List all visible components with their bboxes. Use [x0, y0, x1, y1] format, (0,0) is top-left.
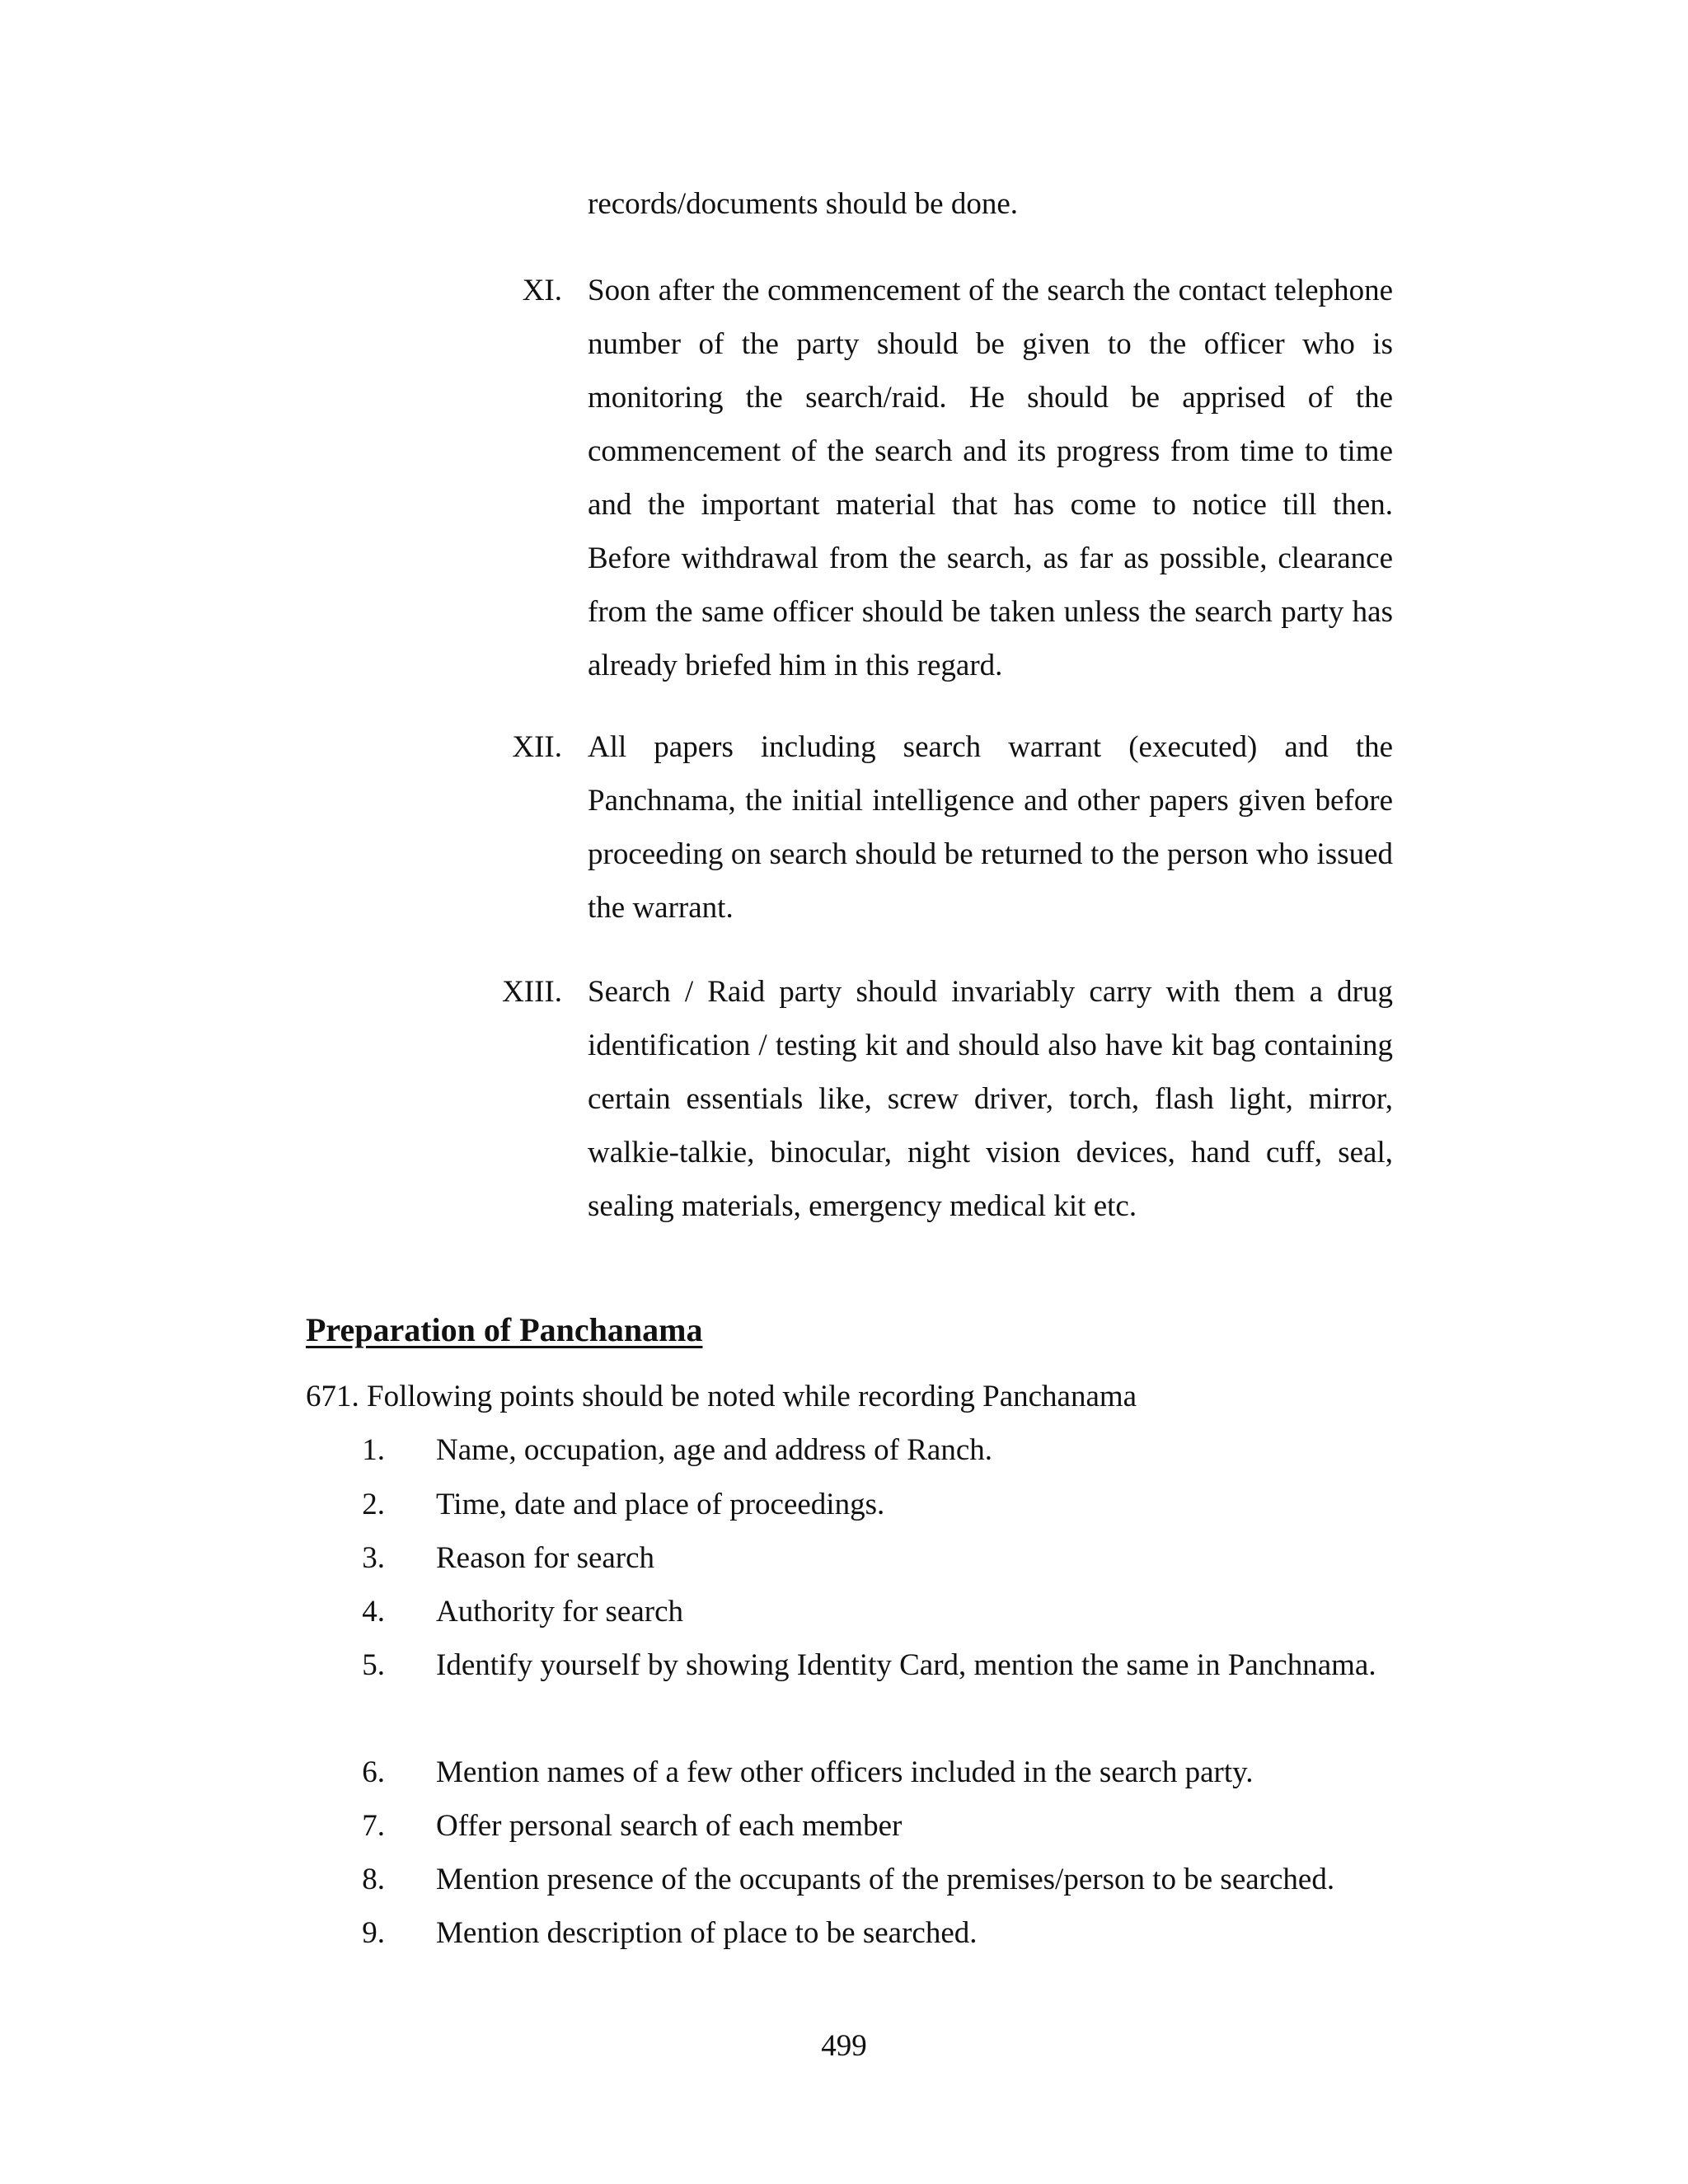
- section-intro: 671. Following points should be noted while recording Panchanama: [306, 1380, 1137, 1413]
- roman-item-text: Soon after the commencement of the search the contact telephone number of the party should be given to the officer who is monitoring the search/raid. He should be apprised of the commencement of the search and its progress from time to time and the important material that has come to notice till then. Before withdrawal from the search, as far as possible, clearance from the same officer should be taken unless the search party has already briefed him in this regard.: [588, 274, 1393, 682]
- list-text: Mention presence of the occupants of the premises/person to be searched.: [436, 1863, 1335, 1896]
- list-text: Authority for search: [436, 1595, 684, 1629]
- list-number: 9.: [362, 1916, 385, 1950]
- roman-item-text: Search / Raid party should invariably carry with them a drug identification / testing kit and should also have kit bag containing certain essentials like, screw driver, torch, flash light, mirror, walkie-talkie, binocular, night vision devices, hand cuff, seal, sealing materials, emergency medical kit etc.: [588, 975, 1393, 1223]
- list-text: Identify yourself by showing Identity Card, mention the same in Panchnama.: [436, 1648, 1376, 1682]
- list-text: Name, occupation, age and address of Ranch.: [436, 1433, 992, 1467]
- roman-numeral: XII.: [512, 730, 562, 764]
- roman-numeral: XIII.: [502, 975, 562, 1009]
- continuation-text: records/documents should be done.: [588, 187, 1018, 221]
- list-text: Reason for search: [436, 1541, 655, 1575]
- section-heading: Preparation of Panchanama: [306, 1311, 703, 1348]
- list-number: 8.: [362, 1863, 385, 1896]
- list-text: Mention description of place to be searched.: [436, 1916, 978, 1950]
- page-number: 499: [821, 2029, 867, 2063]
- list-number: 6.: [362, 1755, 385, 1789]
- list-number: 2.: [362, 1488, 385, 1521]
- list-number: 7.: [362, 1809, 385, 1843]
- roman-item-text: All papers including search warrant (executed) and the Panchnama, the initial intelligence and other papers given before proceeding on search should be returned to the person who issued the warrant.: [588, 730, 1393, 925]
- list-number: 3.: [362, 1541, 385, 1575]
- list-text: Time, date and place of proceedings.: [436, 1488, 885, 1521]
- list-number: 1.: [362, 1433, 385, 1467]
- list-text: Offer personal search of each member: [436, 1809, 903, 1843]
- list-number: 5.: [362, 1648, 385, 1682]
- list-text: Mention names of a few other officers included in the search party.: [436, 1755, 1254, 1789]
- list-number: 4.: [362, 1595, 385, 1629]
- roman-numeral: XI.: [522, 274, 562, 307]
